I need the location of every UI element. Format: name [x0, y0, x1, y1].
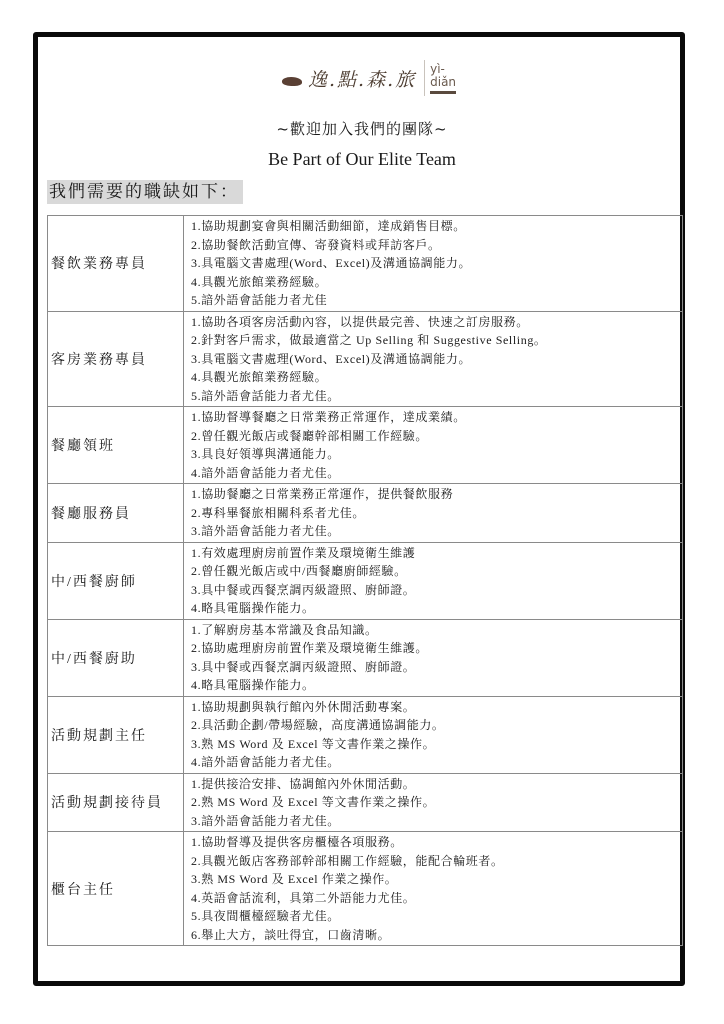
duty-item: 2.具活動企劃/帶場經驗，高度溝通協調能力。 [191, 718, 445, 732]
job-title: 客房業務專員 [48, 311, 184, 407]
job-title: 餐廳服務員 [48, 484, 184, 543]
logo-latin [430, 63, 456, 94]
duty-item: 4.具觀光旅館業務經驗。 [191, 274, 328, 289]
logo-latin-line2: diǎn [430, 74, 457, 89]
table-row [48, 407, 683, 484]
logo-divider [424, 60, 425, 96]
duty-item: 6.舉止大方，談吐得宜，口齒清晰。 [191, 927, 391, 942]
job-title: 活動規劃接待員 [48, 773, 184, 832]
duty-item: 3.具良好領導與溝通能力。 [191, 447, 340, 461]
duty-item: 3.熟 MS Word 及 Excel 等文書作業之操作。 [191, 736, 436, 751]
duty-item: 3.具電腦文書處理(Word、Excel)及溝通協調能力。 [191, 351, 472, 366]
job-duties [184, 696, 683, 773]
duty-item: 5.具夜間櫃檯經驗者尤佳。 [191, 909, 340, 923]
duty-item: 2.曾任觀光飯店或餐廳幹部相關工作經驗。 [191, 428, 429, 443]
duty-item: 1.協助規劃宴會與相關活動細節，達成銷售目標。 [191, 219, 466, 233]
stone-icon [282, 77, 302, 86]
duty-item: 3.具中餐或西餐烹調丙級證照、廚師證。 [191, 659, 416, 674]
table-row [48, 484, 683, 543]
duty-item: 2.熟 MS Word 及 Excel 等文書作業之操作。 [191, 795, 436, 809]
welcome-title: ~歡迎加入我們的團隊~ [276, 120, 448, 138]
table-row [48, 696, 683, 773]
job-duties [184, 773, 683, 832]
welcome-subtitle: Be Part of Our Elite Team [268, 149, 456, 169]
logo-script-text: 逸.點.森.旅 [308, 68, 417, 91]
job-title: 中/西餐廚師 [48, 542, 184, 619]
job-duties [184, 832, 683, 946]
table-row [48, 542, 683, 619]
duty-item: 1.協助各項客房活動內容，以提供最完善、快速之訂房服務。 [191, 314, 529, 329]
table-row [48, 832, 683, 946]
duty-item: 2.具觀光飯店客務部幹部相關工作經驗，能配合輪班者。 [191, 853, 504, 868]
duty-item: 4.英語會話流利，具第二外語能力尤佳。 [191, 890, 416, 905]
job-title: 櫃台主任 [48, 832, 184, 946]
job-duties [184, 407, 683, 484]
duty-item: 2.協助餐飲活動宣傳、寄發資料或拜訪客戶。 [191, 237, 441, 252]
duty-item: 4.略具電腦操作能力。 [191, 601, 315, 615]
job-title: 活動規劃主任 [48, 696, 184, 773]
duty-item: 5.諳外語會話能力者尤佳 [191, 293, 328, 307]
job-duties [184, 542, 683, 619]
duty-item: 3.諳外語會話能力者尤佳。 [191, 524, 340, 538]
duty-item: 3.具中餐或西餐烹調丙級證照、廚師證。 [191, 582, 416, 597]
duty-item: 4.諳外語會話能力者尤佳。 [191, 755, 340, 769]
duty-item: 2.協助處理廚房前置作業及環境衛生維護。 [191, 641, 429, 655]
duty-item: 2.針對客戶需求，做最適當之 Up Selling 和 Suggestive Selling。 [191, 333, 547, 347]
brand-logo [282, 57, 472, 99]
duty-item: 4.略具電腦操作能力。 [191, 678, 315, 692]
job-title: 中/西餐廚助 [48, 619, 184, 696]
job-openings-table [47, 215, 683, 946]
job-title: 餐廳領班 [48, 407, 184, 484]
duty-item: 3.熟 MS Word 及 Excel 作業之操作。 [191, 872, 398, 886]
duty-item: 4.具觀光旅館業務經驗。 [191, 370, 328, 384]
duty-item: 3.具電腦文書處理(Word、Excel)及溝通協調能力。 [191, 256, 472, 270]
duty-item: 5.諳外語會話能力者尤佳。 [191, 388, 340, 403]
duty-item: 1.協助督導餐廳之日常業務正常運作，達成業績。 [191, 410, 466, 424]
duty-item: 2.專科畢餐旅相關科系者尤佳。 [191, 505, 366, 520]
duty-item: 1.提供接洽安排、協調館內外休閒活動。 [191, 776, 416, 791]
duty-item: 4.諳外語會話能力者尤佳。 [191, 465, 340, 480]
duty-item: 1.協助餐廳之日常業務正常運作，提供餐飲服務 [191, 487, 454, 501]
job-duties [184, 216, 683, 312]
section-heading: 我們需要的職缺如下： [47, 180, 243, 204]
job-duties [184, 311, 683, 407]
duty-item: 1.有效處理廚房前置作業及環境衛生維護 [191, 545, 416, 560]
job-title: 餐飲業務專員 [48, 216, 184, 312]
table-row [48, 773, 683, 832]
logo-tag-bar [430, 91, 456, 94]
duty-item: 1.協助督導及提供客房櫃檯各項服務。 [191, 835, 403, 849]
duty-item: 1.協助規劃與執行館內外休閒活動專案。 [191, 699, 416, 714]
logo-latin-line1: yì- [430, 61, 445, 76]
duty-item: 3.諳外語會話能力者尤佳。 [191, 813, 340, 828]
table-row [48, 216, 683, 312]
table-row [48, 619, 683, 696]
table-row [48, 311, 683, 407]
job-duties [184, 619, 683, 696]
duty-item: 1.了解廚房基本常識及食品知識。 [191, 622, 378, 637]
duty-item: 2.曾任觀光飯店或中/西餐廳廚師經驗。 [191, 564, 407, 578]
job-duties [184, 484, 683, 543]
